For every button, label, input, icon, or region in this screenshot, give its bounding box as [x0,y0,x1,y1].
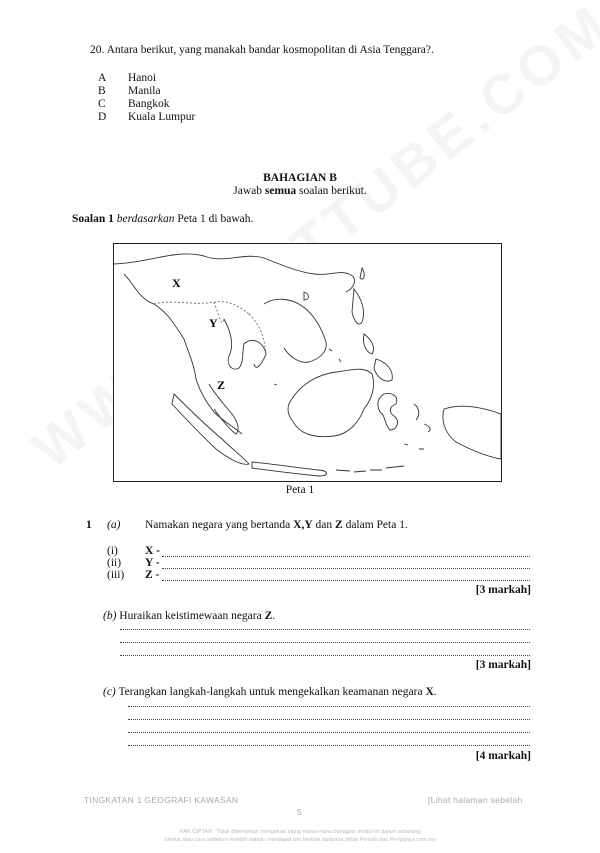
mindanao [374,359,392,381]
part-c-label: (c) [103,686,116,698]
option-a [98,72,156,84]
part-a-marks: [3 markah] [475,584,531,596]
part-a-text: Namakan negara yang bertanda [145,519,294,531]
answer-line-y[interactable] [162,568,530,569]
item-i-roman: (i) [107,545,118,557]
part-c-marks: [4 markah] [475,750,531,762]
answer-line-b-2[interactable] [120,642,530,643]
visayas [363,334,373,354]
indochina-coast [224,319,266,369]
answer-line-b-1[interactable] [120,629,530,630]
answer-line-c-2[interactable] [128,719,530,720]
answer-line-c-4[interactable] [128,745,530,746]
option-text: Kuala Lumpur [128,111,196,123]
part-a-bold-2: Z [335,519,343,531]
soalan-label: Soalan 1 [72,213,114,225]
part-b-label: (b) [103,610,117,622]
part-c-text-end: . [433,686,437,698]
map-label-y: Y [209,316,218,330]
sumatra [172,394,249,464]
soalan-rest: Peta 1 di bawah. [174,213,254,225]
java [252,462,327,476]
new-guinea [443,406,501,459]
option-letter: B [98,85,106,97]
part-b-bold: Z [264,610,273,622]
option-text: Manila [128,85,161,97]
taiwan [360,268,364,279]
item-ii-label: Y - [145,557,160,569]
option-d [98,111,195,123]
part-a-text-end: dalam Peta 1. [342,519,408,531]
copyright-line-1: HAK CIPTA® : Tidak dibenarkan mengeluar ulang mana-mana bahagian modul ini dalam sebarang [179,829,421,835]
option-letter: C [98,98,106,110]
part-a-text-mid: dan [312,519,336,531]
part-a-bold: X,Y [293,519,313,531]
hainan [304,292,309,300]
part-a-label: (a) [107,519,121,531]
part-b-marks: [3 markah] [475,659,531,671]
answer-line-c-3[interactable] [128,732,530,733]
section-instruction [0,185,600,197]
vietnam-coast [264,299,326,362]
mainland-west-coast [124,274,242,434]
sulawesi [378,393,398,430]
soalan-intro [72,213,253,225]
question-number: 1 [86,519,92,531]
instruction-text: Jawab [233,185,265,197]
footer-left: TINGKATAN 1 GEOGRAFI KAWASAN [84,795,239,805]
section-title: BAHAGIAN B [263,172,337,184]
southeast-asia-map [114,244,501,481]
copyright-line-2: bentuk atau cara sebelum terlebih dahulu mendapat izin bertulis daripada pihak Penulis dan Penganjur.com.my [164,837,436,843]
luzon [352,289,364,324]
question-20: 20. Antara berikut, yang manakah bandar kosmopolitan di Asia Tenggara?. [90,44,434,56]
part-b-text: Huraikan keistimewaan negara [119,610,265,622]
option-b [98,85,161,97]
option-text: Hanoi [128,72,157,84]
map-label-z: Z [217,378,226,392]
map-caption: Peta 1 [285,484,315,496]
map-peta-1 [113,243,502,482]
answer-line-x[interactable] [162,556,530,557]
page-number: 5 [297,807,303,817]
option-letter: A [98,72,107,84]
part-c-text: Terangkan langkah-langkah untuk mengekalkan keamanan negara [118,686,426,698]
map-label-x: X [172,276,181,290]
answer-line-z[interactable] [162,580,530,581]
part-a-question [145,519,408,531]
answer-line-c-1[interactable] [128,706,530,707]
answer-line-b-3[interactable] [120,655,530,656]
instruction-text-end: soalan berikut. [296,185,367,197]
part-b-text-end: . [272,610,276,622]
small-islands [274,349,424,449]
instruction-bold: semua [264,185,297,197]
option-letter: D [98,111,107,123]
item-ii-roman: (ii) [107,557,122,569]
china-coast [114,254,355,292]
option-text: Bangkok [128,98,170,110]
option-c [98,98,170,110]
soalan-italic: berdasarkan [116,213,175,225]
borneo [288,369,374,436]
lesser-sunda [336,466,404,472]
item-iii-roman: (iii) [107,569,125,581]
footer-right: [Lihat halaman sebelah [428,795,523,805]
item-iii-label: Z - [145,569,160,581]
part-c-bold: X [425,686,434,698]
maluku [414,404,430,432]
part-c-question [103,686,437,698]
part-b-question [103,610,275,622]
item-i-label: X - [145,545,161,557]
